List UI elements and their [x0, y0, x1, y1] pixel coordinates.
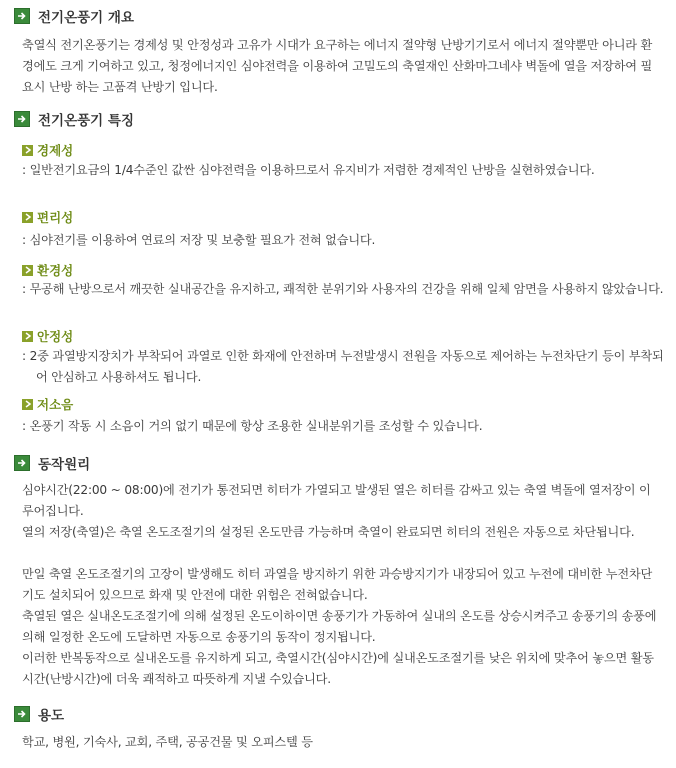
feature-label: 환경성 — [37, 263, 74, 278]
arrow-right-icon — [14, 111, 30, 127]
feature-desc-text: 심야전기를 이용하여 연료의 저장 및 보충할 필요가 전혀 없습니다. — [29, 233, 376, 247]
operation-paragraph: 만일 축열 온도조절기의 고장이 발생해도 히터 과열을 방지하기 위한 과승방지기가 내장되어 있고 누전에 대비한 누전차단기도 설치되어 있으므로 화재 및 안전에 대한 위험은 전혀없습니다. — [22, 567, 653, 602]
operation-paragraph: 이러한 반복동작으로 실내온도를 유지하게 되고, 축열시간(심야시간)에 실내온도조절기를 낮은 위치에 맞추어 놓으면 활동시간(난방시간)에 더욱 쾌적하고 따뜻하게 지낼 수있습니다. — [22, 651, 654, 686]
feature-title-safety — [22, 328, 73, 344]
feature-desc-text: 2중 과열방지장치가 부착되어 과열로 인한 화재에 안전하며 누전발생시 전원을 자동으로 제어하는 누전차단기 등이 부착되어 안심하고 사용하셔도 됩니다. — [29, 349, 664, 384]
section-title-overview — [14, 6, 134, 26]
arrow-right-small-icon — [22, 399, 33, 410]
section-title-features — [14, 109, 134, 129]
section-title-text: 전기온풍기 특징 — [38, 113, 134, 129]
arrow-right-icon — [14, 455, 30, 471]
feature-title-noise — [22, 396, 73, 412]
feature-desc-text: 무공해 난방으로서 깨끗한 실내공간을 유지하고, 쾌적한 분위기와 사용자의 건강을 위해 일체 암면을 사용하지 않았습니다. — [29, 282, 664, 296]
feature-desc-convenience: : 심야전기를 이용하여 연료의 저장 및 보충할 필요가 전혀 없습니다. — [22, 233, 376, 247]
arrow-right-small-icon — [22, 212, 33, 223]
feature-desc-environment: : 무공해 난방으로서 깨끗한 실내공간을 유지하고, 쾌적한 분위기와 사용자의 건강을 위해 일체 암면을 사용하지 않았습니다. — [22, 282, 664, 296]
operation-paragraph: 심야시간(22:00 ~ 08:00)에 전기가 통전되면 히터가 가열되고 발생된 열은 히터를 감싸고 있는 축열 벽돌에 열저장이 이루어집니다. — [22, 483, 651, 518]
operation-paragraph: 열의 저장(축열)은 축열 온도조절기의 설정된 온도만큼 가능하며 축열이 완료되면 히터의 전원은 자동으로 차단됩니다. — [22, 525, 635, 539]
arrow-right-icon — [14, 706, 30, 722]
section-title-usage — [14, 704, 64, 724]
overview-paragraph: 축열식 전기온풍기는 경제성 및 안정성과 고유가 시대가 요구하는 에너지 절약형 난방기기로서 에너지 절약뿐만 아니라 환경에도 크게 기여하고 있고, 청정에너지인 심야전력을 이용하여 고밀도의 축열재인 산화마그네샤 벽돌에 열을 저장하여 필요시 난방 하는 고품격 난방기 입니다. — [22, 38, 653, 94]
feature-label: 경제성 — [37, 143, 74, 158]
usage-paragraph: 학교, 병원, 기숙사, 교회, 주택, 공공건물 및 오피스텔 등 — [22, 735, 313, 749]
arrow-right-small-icon — [22, 145, 33, 156]
feature-desc-safety: : 2중 과열방지장치가 부착되어 과열로 인한 화재에 안전하며 누전발생시 전원을 자동으로 제어하는 누전차단기 등이 부착되어 안심하고 사용하셔도 됩니다. — [22, 349, 664, 384]
feature-desc-text: 온풍기 작동 시 소음이 거의 없기 때문에 항상 조용한 실내분위기를 조성할 수 있습니다. — [29, 419, 483, 433]
feature-title-environment — [22, 262, 73, 278]
arrow-right-small-icon — [22, 265, 33, 276]
section-title-text: 동작원리 — [38, 457, 91, 473]
feature-desc-text: 일반전기요금의 1/4수준인 값싼 심야전력을 이용하므로서 유지비가 저렴한 경제적인 난방을 실현하였습니다. — [29, 163, 595, 177]
feature-label: 편리성 — [37, 210, 74, 225]
section-title-text: 용도 — [38, 708, 65, 724]
feature-desc-economy: : 일반전기요금의 1/4수준인 값싼 심야전력을 이용하므로서 유지비가 저렴한 경제적인 난방을 실현하였습니다. — [22, 163, 595, 177]
feature-label: 안정성 — [37, 329, 74, 344]
arrow-right-small-icon — [22, 331, 33, 342]
section-title-operation — [14, 453, 90, 473]
arrow-right-icon — [14, 8, 30, 24]
operation-paragraph: 축열된 열은 실내온도조절기에 의해 설정된 온도이하이면 송풍기가 가동하여 실내의 온도를 상승시켜주고 송풍기의 송풍에 의해 일정한 온도에 도달하면 자동으로 송풍기의 동작이 정지됩니다. — [22, 609, 657, 644]
feature-title-convenience — [22, 209, 73, 225]
feature-title-economy — [22, 142, 73, 158]
section-title-text: 전기온풍기 개요 — [38, 10, 134, 26]
feature-desc-noise: : 온풍기 작동 시 소음이 거의 없기 때문에 항상 조용한 실내분위기를 조성할 수 있습니다. — [22, 419, 483, 433]
feature-label: 저소음 — [37, 397, 74, 412]
